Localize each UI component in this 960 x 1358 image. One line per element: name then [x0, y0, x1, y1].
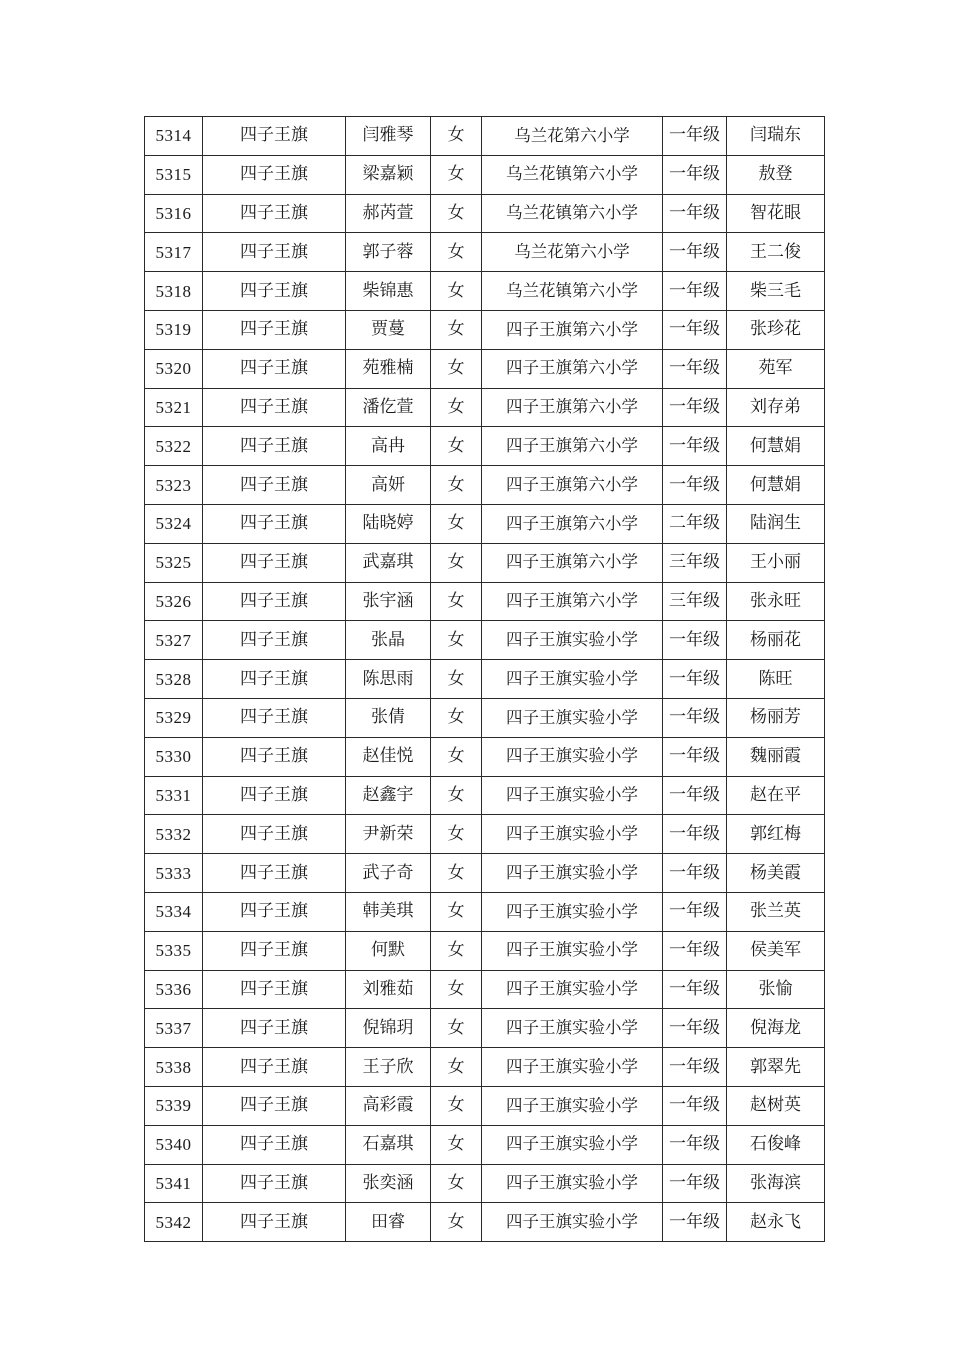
- cell-number: 5314: [145, 117, 203, 156]
- table-row: [145, 776, 825, 815]
- cell-gender: 女: [431, 970, 482, 1009]
- table-row: [145, 1203, 825, 1242]
- cell-school: 四子王旗实验小学: [482, 737, 663, 776]
- cell-grade: 一年级: [663, 737, 727, 776]
- cell-guardian: 苑军: [727, 349, 825, 388]
- cell-grade: 二年级: [663, 504, 727, 543]
- cell-grade: 一年级: [663, 1009, 727, 1048]
- cell-guardian: 石俊峰: [727, 1125, 825, 1164]
- cell-number: 5342: [145, 1203, 203, 1242]
- cell-district: 四子王旗: [203, 815, 346, 854]
- cell-district: 四子王旗: [203, 504, 346, 543]
- cell-gender: 女: [431, 582, 482, 621]
- cell-school: 四子王旗实验小学: [482, 660, 663, 699]
- cell-grade: 一年级: [663, 1125, 727, 1164]
- cell-gender: 女: [431, 388, 482, 427]
- cell-gender: 女: [431, 310, 482, 349]
- cell-gender: 女: [431, 427, 482, 466]
- cell-number: 5333: [145, 854, 203, 893]
- cell-grade: 三年级: [663, 543, 727, 582]
- cell-district: 四子王旗: [203, 1048, 346, 1087]
- cell-district: 四子王旗: [203, 621, 346, 660]
- cell-student-name: 郭子蓉: [346, 233, 431, 272]
- cell-gender: 女: [431, 349, 482, 388]
- cell-district: 四子王旗: [203, 1125, 346, 1164]
- cell-student-name: 陆晓婷: [346, 504, 431, 543]
- cell-grade: 一年级: [663, 155, 727, 194]
- cell-grade: 一年级: [663, 815, 727, 854]
- cell-number: 5321: [145, 388, 203, 427]
- cell-school: 乌兰花镇第六小学: [482, 272, 663, 311]
- cell-school: 乌兰花第六小学: [482, 233, 663, 272]
- cell-student-name: 高彩霞: [346, 1086, 431, 1125]
- cell-district: 四子王旗: [203, 349, 346, 388]
- cell-district: 四子王旗: [203, 737, 346, 776]
- cell-student-name: 高妍: [346, 466, 431, 505]
- cell-gender: 女: [431, 504, 482, 543]
- table-row: [145, 466, 825, 505]
- cell-school: 四子王旗实验小学: [482, 1009, 663, 1048]
- table-row: [145, 117, 825, 156]
- cell-gender: 女: [431, 1125, 482, 1164]
- cell-guardian: 张愉: [727, 970, 825, 1009]
- cell-grade: 一年级: [663, 854, 727, 893]
- table-row: [145, 621, 825, 660]
- cell-grade: 一年级: [663, 776, 727, 815]
- cell-school: 四子王旗实验小学: [482, 854, 663, 893]
- table-row: [145, 582, 825, 621]
- cell-grade: 一年级: [663, 698, 727, 737]
- cell-district: 四子王旗: [203, 698, 346, 737]
- table-row: [145, 854, 825, 893]
- table-row: [145, 737, 825, 776]
- cell-district: 四子王旗: [203, 310, 346, 349]
- table-row: [145, 310, 825, 349]
- cell-school: 乌兰花镇第六小学: [482, 155, 663, 194]
- cell-district: 四子王旗: [203, 1009, 346, 1048]
- cell-guardian: 赵树英: [727, 1086, 825, 1125]
- cell-school: 四子王旗第六小学: [482, 427, 663, 466]
- cell-number: 5330: [145, 737, 203, 776]
- cell-student-name: 何默: [346, 931, 431, 970]
- cell-gender: 女: [431, 892, 482, 931]
- cell-grade: 一年级: [663, 660, 727, 699]
- cell-gender: 女: [431, 776, 482, 815]
- cell-grade: 一年级: [663, 1086, 727, 1125]
- cell-school: 乌兰花镇第六小学: [482, 194, 663, 233]
- cell-student-name: 柴锦惠: [346, 272, 431, 311]
- cell-school: 四子王旗实验小学: [482, 1125, 663, 1164]
- cell-gender: 女: [431, 543, 482, 582]
- cell-gender: 女: [431, 1164, 482, 1203]
- cell-guardian: 柴三毛: [727, 272, 825, 311]
- cell-school: 四子王旗第六小学: [482, 543, 663, 582]
- cell-gender: 女: [431, 233, 482, 272]
- cell-student-name: 张倩: [346, 698, 431, 737]
- cell-school: 四子王旗第六小学: [482, 504, 663, 543]
- cell-number: 5315: [145, 155, 203, 194]
- table-row: [145, 931, 825, 970]
- cell-gender: 女: [431, 1203, 482, 1242]
- cell-guardian: 王小丽: [727, 543, 825, 582]
- cell-gender: 女: [431, 1048, 482, 1087]
- cell-guardian: 魏丽霞: [727, 737, 825, 776]
- cell-gender: 女: [431, 194, 482, 233]
- table-row: [145, 349, 825, 388]
- cell-number: 5317: [145, 233, 203, 272]
- table-row: [145, 1048, 825, 1087]
- cell-district: 四子王旗: [203, 582, 346, 621]
- cell-student-name: 王子欣: [346, 1048, 431, 1087]
- cell-guardian: 郭翠先: [727, 1048, 825, 1087]
- cell-number: 5338: [145, 1048, 203, 1087]
- cell-guardian: 王二俊: [727, 233, 825, 272]
- table-row: [145, 194, 825, 233]
- roster-table-body: [145, 117, 825, 1242]
- cell-grade: 一年级: [663, 931, 727, 970]
- cell-guardian: 张海滨: [727, 1164, 825, 1203]
- table-row: [145, 427, 825, 466]
- cell-guardian: 敖登: [727, 155, 825, 194]
- cell-student-name: 陈思雨: [346, 660, 431, 699]
- cell-student-name: 田睿: [346, 1203, 431, 1242]
- cell-school: 四子王旗实验小学: [482, 1203, 663, 1242]
- cell-gender: 女: [431, 931, 482, 970]
- cell-student-name: 郝芮萱: [346, 194, 431, 233]
- table-row: [145, 815, 825, 854]
- table-row: [145, 233, 825, 272]
- cell-guardian: 智花眼: [727, 194, 825, 233]
- cell-number: 5319: [145, 310, 203, 349]
- cell-district: 四子王旗: [203, 233, 346, 272]
- cell-number: 5341: [145, 1164, 203, 1203]
- cell-guardian: 郭红梅: [727, 815, 825, 854]
- cell-grade: 一年级: [663, 272, 727, 311]
- cell-guardian: 陆润生: [727, 504, 825, 543]
- cell-grade: 一年级: [663, 310, 727, 349]
- cell-guardian: 赵在平: [727, 776, 825, 815]
- cell-student-name: 尹新荣: [346, 815, 431, 854]
- cell-student-name: 石嘉琪: [346, 1125, 431, 1164]
- cell-guardian: 侯美军: [727, 931, 825, 970]
- table-row: [145, 272, 825, 311]
- cell-grade: 一年级: [663, 892, 727, 931]
- cell-school: 四子王旗第六小学: [482, 466, 663, 505]
- cell-district: 四子王旗: [203, 1164, 346, 1203]
- cell-grade: 一年级: [663, 349, 727, 388]
- cell-district: 四子王旗: [203, 117, 346, 156]
- cell-school: 四子王旗第六小学: [482, 582, 663, 621]
- cell-gender: 女: [431, 854, 482, 893]
- cell-guardian: 何慧娟: [727, 466, 825, 505]
- cell-district: 四子王旗: [203, 776, 346, 815]
- cell-number: 5332: [145, 815, 203, 854]
- cell-number: 5331: [145, 776, 203, 815]
- cell-gender: 女: [431, 815, 482, 854]
- cell-district: 四子王旗: [203, 892, 346, 931]
- cell-district: 四子王旗: [203, 1203, 346, 1242]
- cell-district: 四子王旗: [203, 543, 346, 582]
- cell-gender: 女: [431, 155, 482, 194]
- cell-school: 四子王旗实验小学: [482, 1086, 663, 1125]
- cell-student-name: 闫雅琴: [346, 117, 431, 156]
- cell-number: 5337: [145, 1009, 203, 1048]
- roster-table: [144, 116, 825, 1242]
- cell-number: 5340: [145, 1125, 203, 1164]
- table-row: [145, 1009, 825, 1048]
- cell-grade: 一年级: [663, 117, 727, 156]
- cell-school: 四子王旗第六小学: [482, 310, 663, 349]
- cell-number: 5324: [145, 504, 203, 543]
- cell-grade: 一年级: [663, 388, 727, 427]
- cell-student-name: 张奕涵: [346, 1164, 431, 1203]
- cell-district: 四子王旗: [203, 854, 346, 893]
- cell-gender: 女: [431, 698, 482, 737]
- cell-gender: 女: [431, 466, 482, 505]
- cell-district: 四子王旗: [203, 931, 346, 970]
- cell-student-name: 潘仡萱: [346, 388, 431, 427]
- table-row: [145, 155, 825, 194]
- cell-school: 四子王旗实验小学: [482, 698, 663, 737]
- cell-district: 四子王旗: [203, 427, 346, 466]
- cell-guardian: 张兰英: [727, 892, 825, 931]
- cell-guardian: 闫瑞东: [727, 117, 825, 156]
- cell-district: 四子王旗: [203, 1086, 346, 1125]
- cell-district: 四子王旗: [203, 155, 346, 194]
- cell-gender: 女: [431, 117, 482, 156]
- table-row: [145, 1164, 825, 1203]
- table-row: [145, 892, 825, 931]
- cell-grade: 一年级: [663, 1048, 727, 1087]
- cell-school: 四子王旗第六小学: [482, 349, 663, 388]
- cell-gender: 女: [431, 621, 482, 660]
- cell-number: 5323: [145, 466, 203, 505]
- cell-grade: 一年级: [663, 194, 727, 233]
- cell-gender: 女: [431, 272, 482, 311]
- cell-student-name: 韩美琪: [346, 892, 431, 931]
- cell-guardian: 倪海龙: [727, 1009, 825, 1048]
- cell-grade: 一年级: [663, 1203, 727, 1242]
- cell-student-name: 武嘉琪: [346, 543, 431, 582]
- table-row: [145, 970, 825, 1009]
- cell-school: 四子王旗实验小学: [482, 1048, 663, 1087]
- cell-student-name: 刘雅茹: [346, 970, 431, 1009]
- cell-student-name: 贾蔓: [346, 310, 431, 349]
- cell-number: 5320: [145, 349, 203, 388]
- cell-number: 5329: [145, 698, 203, 737]
- cell-district: 四子王旗: [203, 970, 346, 1009]
- cell-student-name: 梁嘉颖: [346, 155, 431, 194]
- cell-school: 乌兰花第六小学: [482, 117, 663, 156]
- cell-school: 四子王旗实验小学: [482, 621, 663, 660]
- cell-grade: 一年级: [663, 1164, 727, 1203]
- cell-number: 5326: [145, 582, 203, 621]
- cell-student-name: 武子奇: [346, 854, 431, 893]
- cell-number: 5316: [145, 194, 203, 233]
- cell-number: 5327: [145, 621, 203, 660]
- cell-gender: 女: [431, 1009, 482, 1048]
- cell-school: 四子王旗实验小学: [482, 815, 663, 854]
- cell-number: 5328: [145, 660, 203, 699]
- cell-school: 四子王旗实验小学: [482, 931, 663, 970]
- cell-number: 5335: [145, 931, 203, 970]
- cell-school: 四子王旗第六小学: [482, 388, 663, 427]
- cell-school: 四子王旗实验小学: [482, 1164, 663, 1203]
- cell-district: 四子王旗: [203, 272, 346, 311]
- cell-guardian: 张珍花: [727, 310, 825, 349]
- table-row: [145, 1125, 825, 1164]
- cell-guardian: 陈旺: [727, 660, 825, 699]
- cell-grade: 一年级: [663, 466, 727, 505]
- cell-grade: 一年级: [663, 427, 727, 466]
- cell-school: 四子王旗实验小学: [482, 776, 663, 815]
- cell-guardian: 刘存弟: [727, 388, 825, 427]
- table-row: [145, 543, 825, 582]
- cell-district: 四子王旗: [203, 466, 346, 505]
- cell-number: 5339: [145, 1086, 203, 1125]
- cell-gender: 女: [431, 1086, 482, 1125]
- cell-student-name: 张宇涵: [346, 582, 431, 621]
- cell-student-name: 高冉: [346, 427, 431, 466]
- cell-student-name: 赵佳悦: [346, 737, 431, 776]
- cell-grade: 一年级: [663, 621, 727, 660]
- cell-grade: 一年级: [663, 970, 727, 1009]
- cell-number: 5318: [145, 272, 203, 311]
- cell-student-name: 张晶: [346, 621, 431, 660]
- cell-guardian: 杨丽花: [727, 621, 825, 660]
- table-row: [145, 504, 825, 543]
- cell-grade: 一年级: [663, 233, 727, 272]
- cell-gender: 女: [431, 660, 482, 699]
- cell-number: 5325: [145, 543, 203, 582]
- cell-gender: 女: [431, 737, 482, 776]
- cell-student-name: 苑雅楠: [346, 349, 431, 388]
- cell-guardian: 赵永飞: [727, 1203, 825, 1242]
- table-row: [145, 698, 825, 737]
- cell-grade: 三年级: [663, 582, 727, 621]
- cell-guardian: 杨美霞: [727, 854, 825, 893]
- table-row: [145, 388, 825, 427]
- table-row: [145, 660, 825, 699]
- cell-guardian: 张永旺: [727, 582, 825, 621]
- cell-school: 四子王旗实验小学: [482, 892, 663, 931]
- cell-guardian: 杨丽芳: [727, 698, 825, 737]
- table-row: [145, 1086, 825, 1125]
- cell-number: 5334: [145, 892, 203, 931]
- cell-school: 四子王旗实验小学: [482, 970, 663, 1009]
- cell-guardian: 何慧娟: [727, 427, 825, 466]
- cell-student-name: 赵鑫宇: [346, 776, 431, 815]
- cell-district: 四子王旗: [203, 194, 346, 233]
- cell-district: 四子王旗: [203, 660, 346, 699]
- cell-district: 四子王旗: [203, 388, 346, 427]
- cell-number: 5322: [145, 427, 203, 466]
- cell-student-name: 倪锦玥: [346, 1009, 431, 1048]
- cell-number: 5336: [145, 970, 203, 1009]
